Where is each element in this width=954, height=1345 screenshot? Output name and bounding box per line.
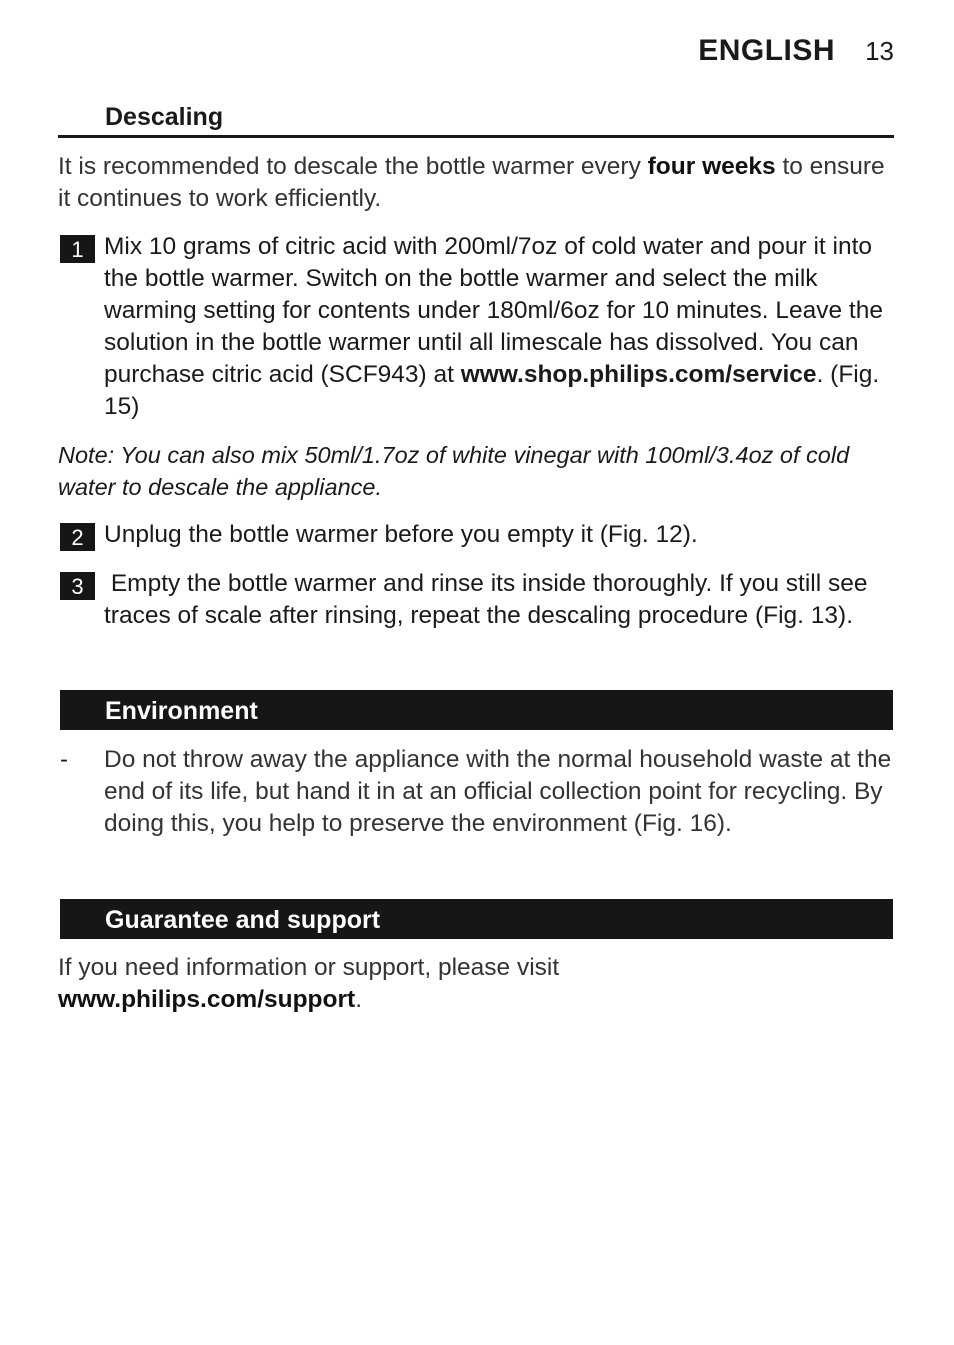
section-heading-descaling: Descaling bbox=[58, 102, 894, 138]
step-number-badge: 2 bbox=[60, 523, 95, 551]
section-heading-environment: Environment bbox=[60, 690, 893, 730]
step-1-text bbox=[104, 231, 898, 423]
support-link[interactable]: www.philips.com/support bbox=[58, 986, 356, 1013]
step-2 bbox=[58, 519, 898, 551]
descaling-intro bbox=[58, 151, 898, 215]
step-1 bbox=[58, 231, 898, 423]
section-heading-guarantee: Guarantee and support bbox=[60, 899, 893, 939]
step-number-badge: 1 bbox=[60, 235, 95, 263]
step-1-fig-ref: . (Fig. 15) bbox=[104, 361, 880, 420]
page-header bbox=[698, 34, 894, 68]
step-3 bbox=[58, 568, 898, 632]
guarantee-text-main: If you need information or support, please visit bbox=[58, 954, 560, 981]
bullet-dash: - bbox=[60, 746, 68, 773]
descaling-intro-text: It is recommended to descale the bottle warmer every bbox=[58, 153, 648, 180]
page-number: 13 bbox=[865, 36, 894, 66]
descaling-note: Note: You can also mix 50ml/1.7oz of white vinegar with 100ml/3.4oz of cold water to descale the appliance. bbox=[58, 442, 850, 500]
guarantee-text-tail: . bbox=[355, 986, 362, 1013]
step-number-badge: 3 bbox=[60, 572, 95, 600]
step-2-text: Unplug the bottle warmer before you empty it (Fig. 12). bbox=[104, 521, 698, 548]
descaling-intro-tail: to ensure it continues to work efficiently. bbox=[58, 153, 885, 212]
guarantee-text bbox=[58, 952, 858, 1016]
environment-bullet-text: Do not throw away the appliance with the normal household waste at the end of its life, but hand it in at an official collection point for recycling. By doing this, you help to preserve the environment (Fig. 16). bbox=[104, 746, 892, 837]
step-3-text: Empty the bottle warmer and rinse its inside thoroughly. If you still see traces of scale after rinsing, repeat the descaling procedure (Fig. 13). bbox=[104, 570, 875, 629]
environment-bullet bbox=[58, 744, 898, 840]
shop-link[interactable]: www.shop.philips.com/service bbox=[460, 361, 817, 388]
descaling-interval: four weeks bbox=[647, 153, 776, 180]
step-1-text-main: Mix 10 grams of citric acid with 200ml/7oz of cold water and pour it into the bottle warmer. Switch on the bottle warmer and select the milk warming setting for contents under 180ml/6oz for 10 minutes. Leave the solution in the bottle warmer until all limescale has dissolved. You can purchase citric acid (SCF943) at bbox=[104, 233, 883, 388]
language-label: ENGLISH bbox=[698, 34, 836, 67]
